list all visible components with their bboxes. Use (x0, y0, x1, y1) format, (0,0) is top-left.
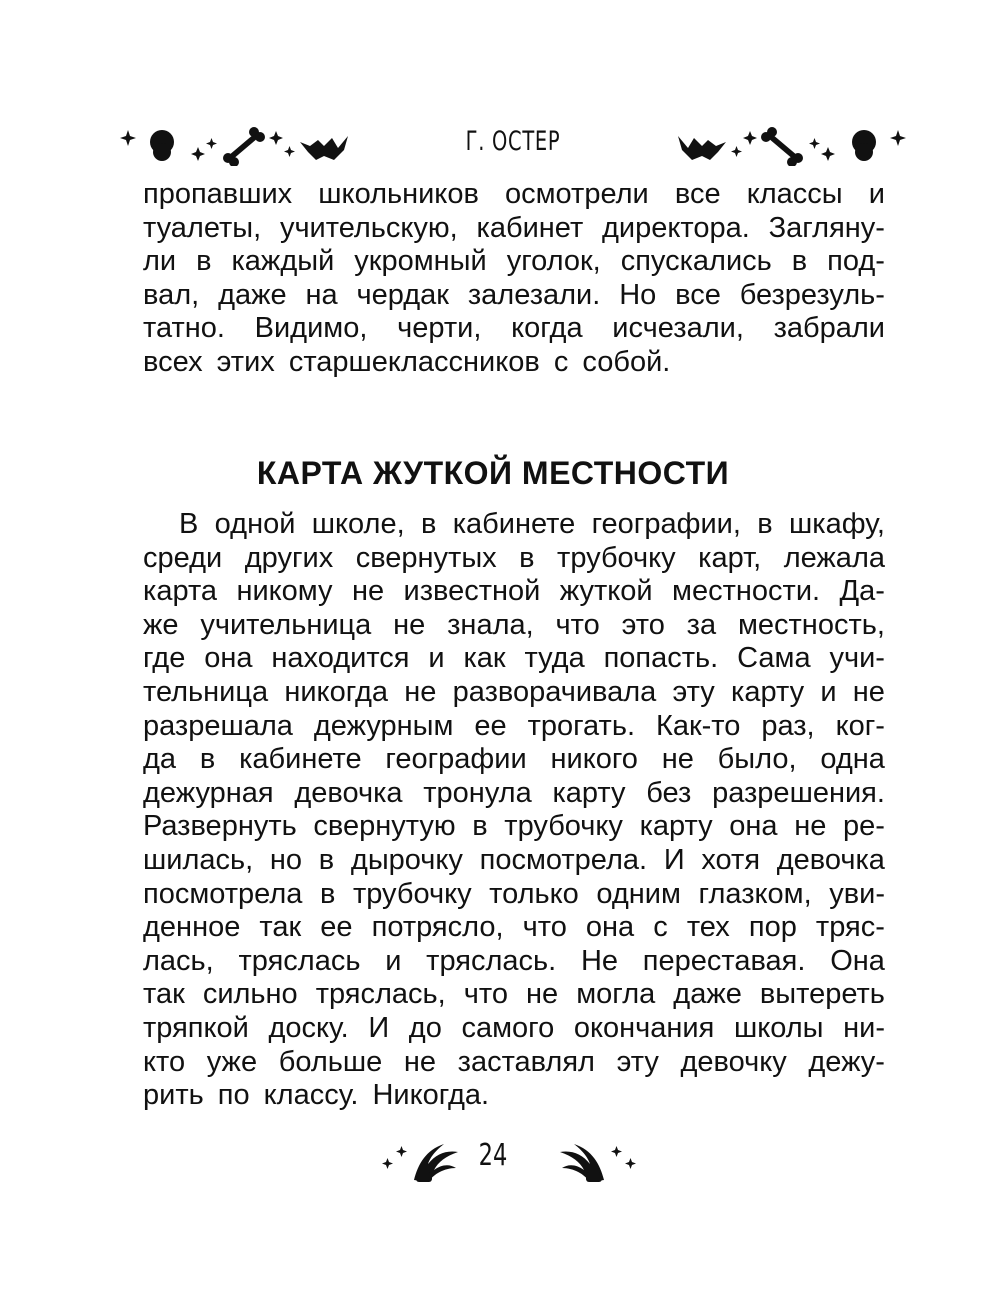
text-line (143, 1046, 885, 1080)
word: в (196, 245, 212, 278)
word: не (526, 978, 559, 1011)
text-line (143, 777, 885, 811)
word: местности. (672, 575, 821, 608)
word: все (675, 278, 721, 311)
word: черти, (397, 312, 482, 345)
word: не (794, 810, 827, 843)
word: так (143, 978, 185, 1011)
text-line (143, 911, 885, 945)
word: денное (143, 911, 241, 944)
word: в (757, 508, 773, 540)
word: она (729, 810, 778, 843)
word: в (319, 877, 336, 910)
word: безрезуль- (739, 278, 885, 311)
word: не (393, 608, 426, 641)
word: тряпкой (143, 1011, 249, 1044)
word: жуткой (559, 575, 653, 608)
page-header (118, 118, 908, 170)
word: пор (748, 911, 797, 944)
word: тряслась (238, 944, 361, 977)
word: больше (278, 1045, 383, 1078)
text-line (143, 945, 885, 979)
word: все (674, 178, 721, 210)
word: учительница (200, 608, 372, 641)
word: шилась, (143, 843, 254, 876)
word: эту (672, 675, 715, 708)
author-name: Г. ОСТЕР (465, 126, 561, 157)
text-line (143, 312, 885, 346)
word: Но (619, 278, 657, 311)
word: потрясло, (371, 911, 504, 944)
text-line (143, 844, 885, 878)
word: лась, (143, 944, 214, 977)
word: не (661, 743, 694, 776)
word: кабинете (452, 508, 576, 540)
word: укромный (354, 245, 487, 278)
word: даже (673, 978, 742, 1011)
word: свернутую (313, 810, 456, 843)
word: школе, (311, 508, 405, 540)
word: только (489, 877, 579, 910)
text-line (143, 676, 885, 710)
word: трубочку (352, 877, 472, 910)
word: же (143, 608, 179, 641)
text-line (143, 978, 885, 1012)
word: трубочку (504, 810, 623, 843)
word: не (351, 575, 385, 608)
word: эту (616, 1045, 659, 1078)
word: никогда (284, 675, 389, 708)
word: так (259, 911, 302, 944)
text-line (143, 279, 885, 313)
word: ре- (842, 810, 885, 843)
word: девочку (680, 1045, 787, 1078)
word: что (463, 978, 508, 1011)
word: одна (820, 743, 885, 776)
word: могла (576, 978, 656, 1011)
word: знала, (447, 608, 534, 641)
word: не (403, 1045, 437, 1078)
text-line (143, 1012, 885, 1046)
word: кабинет (476, 211, 584, 244)
word: ни- (843, 1011, 885, 1044)
word: окончания (573, 1011, 715, 1044)
word: в (472, 810, 488, 843)
word: тронула (423, 776, 532, 809)
word: разрешения. (712, 776, 885, 809)
word: Она (830, 944, 885, 977)
word: до (408, 1011, 442, 1044)
text-line (143, 245, 885, 279)
word: И (368, 1011, 390, 1044)
word: тряс- (815, 911, 885, 944)
word: исчезали, (612, 312, 744, 345)
word: что (522, 911, 567, 944)
word: разворачивала (452, 675, 657, 708)
word: чердак (356, 278, 449, 311)
chapter-title: КАРТА ЖУТКОЙ МЕСТНОСТИ (256, 455, 730, 491)
word: каждый (231, 245, 335, 278)
word: на (305, 278, 338, 311)
word: кабинете (239, 743, 362, 776)
word: она (585, 911, 635, 944)
chapter-paragraph (143, 508, 885, 1113)
word: известной (403, 575, 541, 608)
word: одним (596, 877, 681, 910)
word: доску. (268, 1011, 349, 1044)
word: посмотрела (143, 877, 303, 910)
word: забрали (773, 312, 885, 345)
word: уголок, (506, 245, 601, 278)
word: классы (746, 178, 843, 210)
word: татно. (143, 312, 225, 345)
word: ког- (835, 709, 885, 742)
word: никому (236, 575, 333, 608)
word: других (244, 541, 334, 574)
word: тельница (143, 675, 269, 708)
word: это (621, 608, 665, 641)
word: без (646, 776, 692, 809)
word: лежала (783, 541, 885, 574)
word: самого (461, 1011, 555, 1044)
word: хотя (701, 843, 761, 876)
word: карту (639, 810, 713, 843)
word: местность, (737, 608, 885, 641)
word: среди (143, 541, 223, 574)
word: учительскую, (279, 211, 458, 244)
word: в (199, 743, 216, 776)
word: разрешала (143, 709, 293, 742)
word: и (428, 642, 445, 675)
word: что (555, 608, 600, 641)
text-line (143, 743, 885, 777)
word: Да- (839, 575, 885, 608)
word: Развернуть (143, 810, 297, 843)
word: в (519, 541, 535, 574)
word: кто (143, 1045, 186, 1078)
word: карту (552, 776, 626, 809)
word: попасть. (603, 642, 719, 675)
word: ее (320, 911, 353, 944)
word: Как-то (655, 709, 741, 742)
word: карту (731, 675, 805, 708)
page-footer (0, 1128, 986, 1188)
word: спускались (620, 245, 772, 278)
text-line (143, 575, 885, 609)
word: свернутых (355, 541, 497, 574)
word: она (204, 642, 253, 675)
word: в (420, 508, 437, 540)
word: никого (550, 743, 638, 776)
text-line: рить по классу. Никогда. (143, 1079, 490, 1112)
word: переставая. (642, 944, 806, 977)
word: как (463, 642, 506, 675)
word: не (852, 675, 885, 708)
text-line (143, 642, 885, 676)
word: в (318, 843, 335, 876)
word: дежурная (143, 776, 274, 809)
word: и (868, 178, 885, 210)
word: В (179, 508, 199, 540)
word: шкафу, (789, 508, 885, 540)
word: директора. (602, 211, 750, 244)
word: дежу- (808, 1045, 885, 1078)
word: тряслась, (315, 978, 446, 1011)
word: дырочку (350, 843, 463, 876)
page-number: 24 (478, 1138, 508, 1173)
text-line (143, 178, 885, 212)
word: и (385, 944, 402, 977)
word: Загляну- (768, 211, 885, 244)
word: где (143, 642, 186, 675)
word: осмотрели (504, 178, 649, 210)
word: дежурным (313, 709, 454, 742)
text-line (143, 508, 885, 542)
text-line (143, 878, 885, 912)
word: Не (580, 944, 619, 977)
text-line (143, 710, 885, 744)
word: И (663, 843, 685, 876)
text-line (143, 542, 885, 576)
word: сильно (202, 978, 298, 1011)
word: туалеты, (143, 211, 262, 244)
word: карт, (698, 541, 762, 574)
word: девочка (776, 843, 885, 876)
word: ли (143, 245, 177, 278)
footer-ornament-right-icon (548, 1134, 638, 1184)
word: пропавших (143, 178, 293, 210)
word: да (143, 743, 177, 776)
word: тех (686, 911, 730, 944)
word: залезали. (467, 278, 601, 311)
word: географии, (591, 508, 741, 540)
word: вал, (143, 278, 200, 311)
word: Видимо, (254, 312, 368, 345)
word: одной (214, 508, 296, 540)
word: посмотрела. (479, 843, 648, 876)
word: учи- (829, 642, 885, 675)
word: за (686, 608, 717, 641)
word: но (269, 843, 303, 876)
word: и (820, 675, 837, 708)
header-ornament-right-icon (668, 122, 908, 166)
word: школы (733, 1011, 824, 1044)
word: заставлял (457, 1045, 595, 1078)
word: уви- (829, 877, 885, 910)
word: под- (827, 245, 885, 278)
word: раз, (761, 709, 815, 742)
word: в (791, 245, 808, 278)
paragraph-continued (143, 178, 885, 380)
text-line (143, 810, 885, 844)
word: трубочку (557, 541, 676, 574)
word: уже (206, 1045, 258, 1078)
word: тряслась. (426, 944, 557, 977)
text-line: всех этих старшеклассников с собой. (143, 345, 671, 378)
word: Сама (737, 642, 811, 675)
word: школьников (318, 178, 479, 210)
text-line (143, 609, 885, 643)
word: с (653, 911, 668, 944)
word: туда (524, 642, 585, 675)
word: вытереть (759, 978, 885, 1011)
word: ее (474, 709, 507, 742)
word: не (404, 675, 437, 708)
word: географии (385, 743, 527, 776)
word: глазком, (698, 877, 812, 910)
word: когда (511, 312, 583, 345)
word: было, (717, 743, 797, 776)
word: трогать. (527, 709, 635, 742)
word: девочка (294, 776, 403, 809)
word: карта (143, 575, 218, 608)
word: даже (218, 278, 287, 311)
text-line (143, 212, 885, 246)
word: находится (271, 642, 410, 675)
